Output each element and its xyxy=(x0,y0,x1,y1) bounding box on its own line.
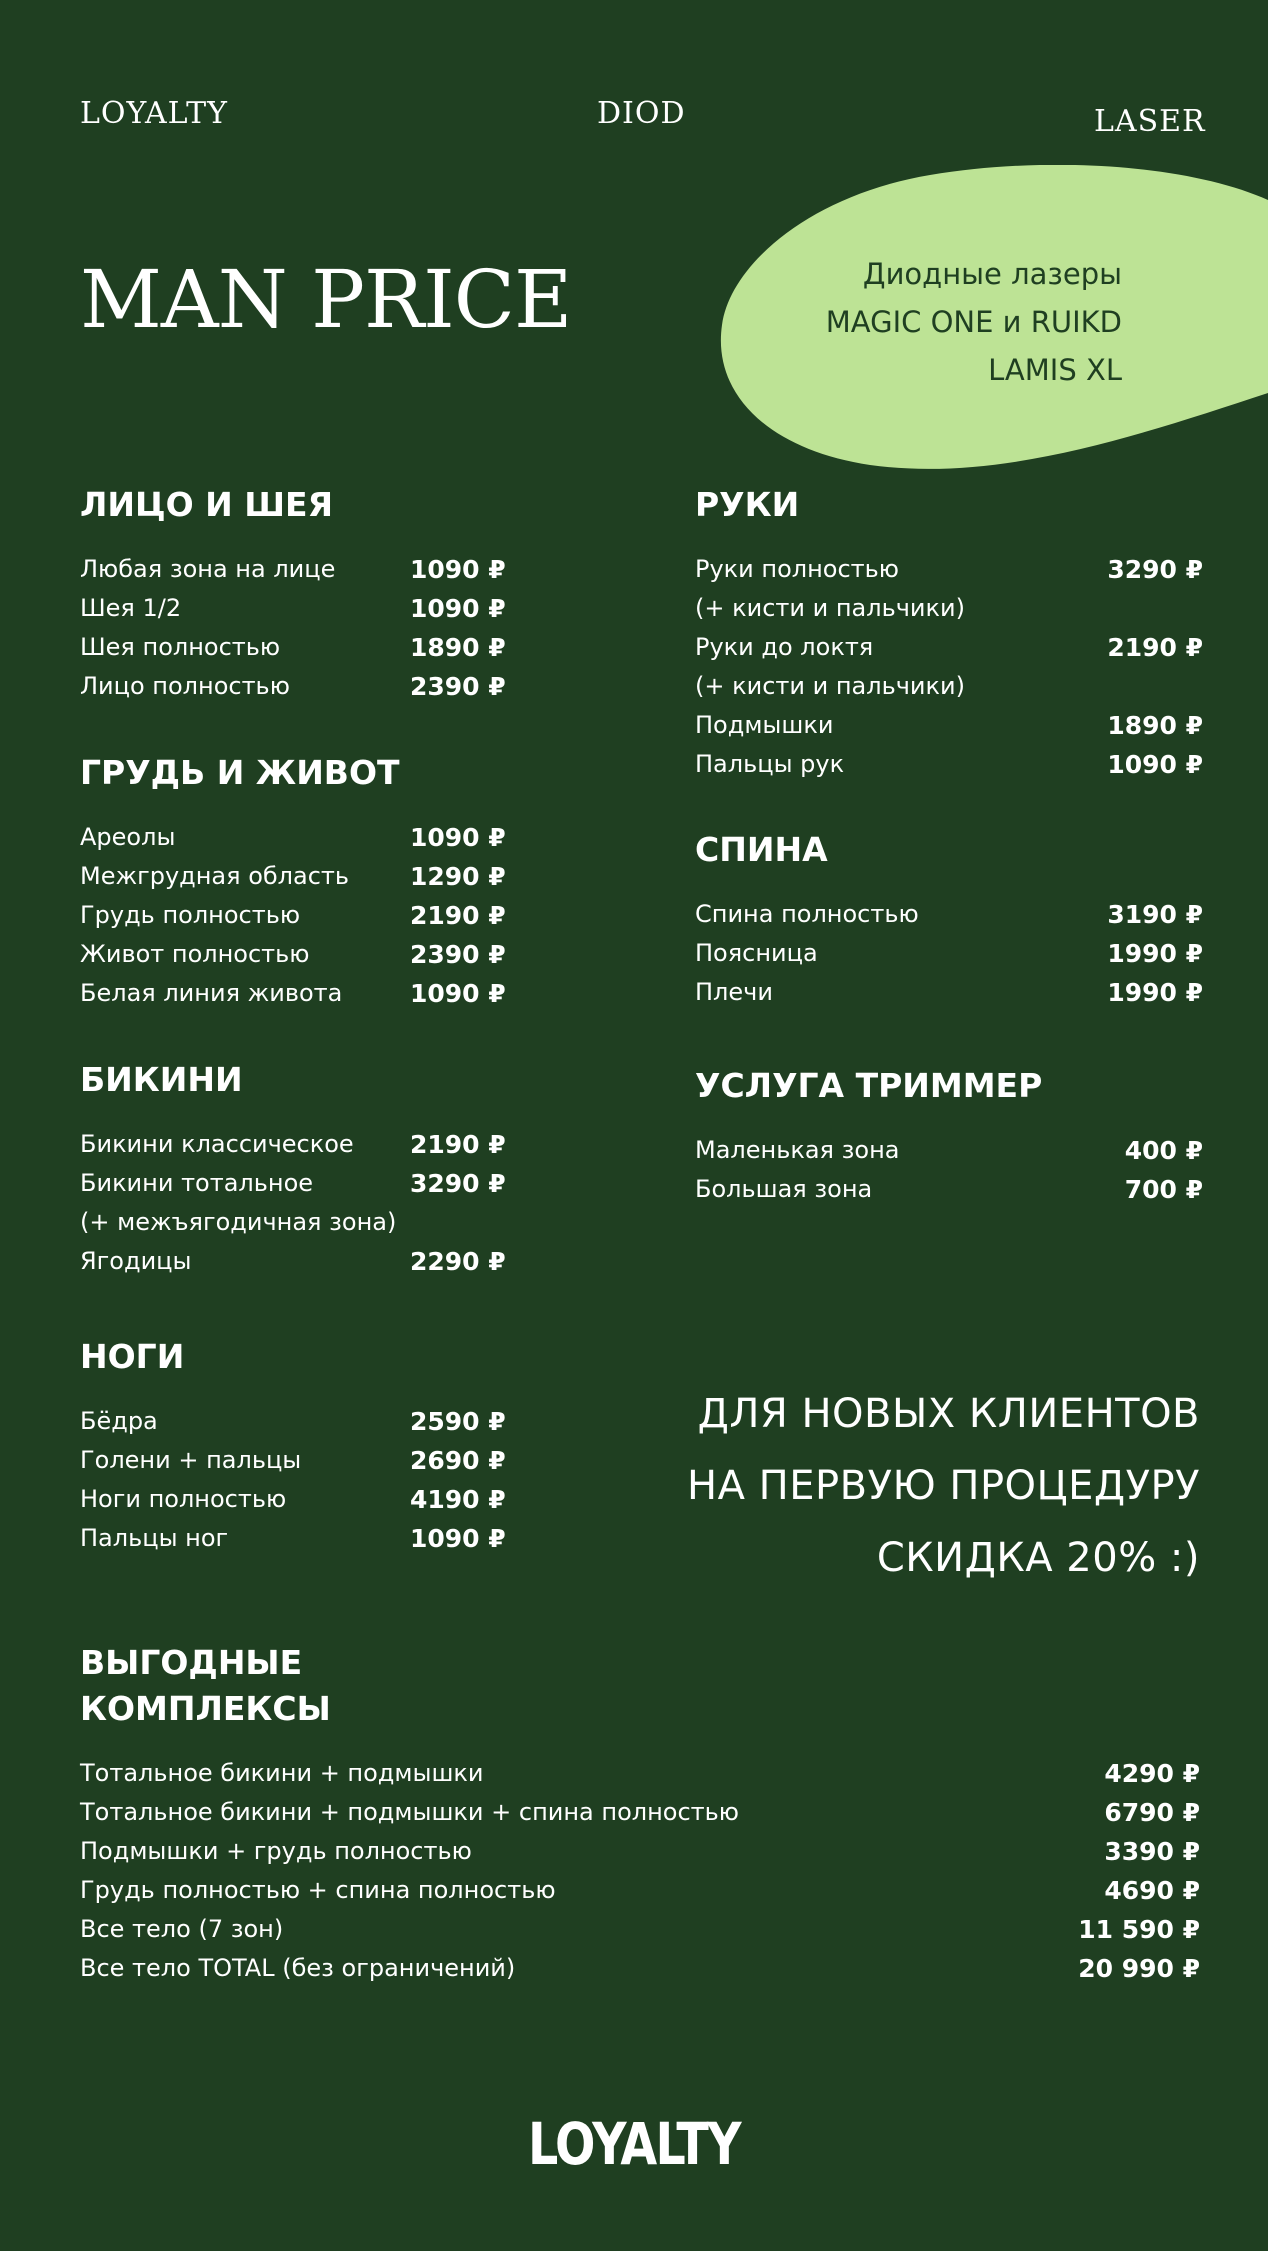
price-row xyxy=(80,1441,510,1480)
price-row xyxy=(695,973,1203,1012)
price-row xyxy=(80,857,510,896)
nav-loyalty: LOYALTY xyxy=(80,96,228,131)
promo-line: ДЛЯ НОВЫХ КЛИЕНТОВ xyxy=(697,1391,1200,1437)
service-price: 2190 ₽ xyxy=(410,1130,506,1159)
service-name: Грудь полностью + спина полностью xyxy=(80,1876,556,1904)
service-price: 1090 ₽ xyxy=(1107,750,1203,779)
service-name: Любая зона на лице xyxy=(80,555,336,583)
price-row xyxy=(695,706,1203,745)
section-title: ЛИЦО И ШЕЯ xyxy=(80,485,334,524)
service-price: 4290 ₽ xyxy=(1104,1759,1200,1788)
service-note: (+ кисти и пальчики) xyxy=(695,672,965,700)
service-name: Тотальное бикини + подмышки xyxy=(80,1759,484,1787)
service-price: 2290 ₽ xyxy=(410,1247,506,1276)
service-name: Подмышки + грудь полностью xyxy=(80,1837,472,1865)
brand-logo: LOYALTY xyxy=(528,2110,740,2178)
price-row xyxy=(695,667,1203,706)
section-back xyxy=(695,830,1203,1012)
nav-laser: LASER xyxy=(1094,104,1206,139)
service-price: 1290 ₽ xyxy=(410,862,506,891)
price-row xyxy=(80,1203,510,1242)
service-name: Пальцы рук xyxy=(695,750,845,778)
section-title xyxy=(80,1640,1200,1732)
service-name: Бикини тотальное xyxy=(80,1169,314,1197)
price-row xyxy=(80,1519,510,1558)
service-name: Ноги полностью xyxy=(80,1485,287,1513)
section-trimmer xyxy=(695,1066,1203,1209)
service-price: 1090 ₽ xyxy=(410,594,506,623)
service-price: 2390 ₽ xyxy=(410,940,506,969)
price-row xyxy=(80,1832,1200,1871)
service-price: 3290 ₽ xyxy=(1107,555,1203,584)
service-name: Спина полностью xyxy=(695,900,919,928)
price-row xyxy=(695,745,1203,784)
section-face xyxy=(80,485,510,706)
section-legs xyxy=(80,1337,510,1558)
price-row xyxy=(695,895,1203,934)
price-row xyxy=(695,1170,1203,1209)
price-row xyxy=(80,818,510,857)
price-row xyxy=(80,1125,510,1164)
section-title-line: КОМПЛЕКСЫ xyxy=(80,1689,331,1728)
price-row xyxy=(80,1949,1200,1988)
service-name: Живот полностью xyxy=(80,940,310,968)
service-name: Маленькая зона xyxy=(695,1136,900,1164)
service-name: Бёдра xyxy=(80,1407,158,1435)
section-title: СПИНА xyxy=(695,830,828,869)
service-name: Все тело (7 зон) xyxy=(80,1915,284,1943)
service-name: Голени + пальцы xyxy=(80,1446,302,1474)
service-price: 1090 ₽ xyxy=(410,555,506,584)
section-title: НОГИ xyxy=(80,1337,185,1376)
section-bikini xyxy=(80,1060,510,1281)
section-complexes xyxy=(80,1640,1200,1988)
badge-line: Диодные лазеры xyxy=(862,257,1122,291)
section-title-line: ВЫГОДНЫЕ xyxy=(80,1643,303,1682)
price-row xyxy=(80,1402,510,1441)
service-price: 1090 ₽ xyxy=(410,979,506,1008)
promo-line: НА ПЕРВУЮ ПРОЦЕДУРУ xyxy=(687,1463,1200,1509)
service-name: Подмышки xyxy=(695,711,834,739)
service-price: 3290 ₽ xyxy=(410,1169,506,1198)
laser-models-text xyxy=(760,250,1122,394)
section-chest xyxy=(80,753,510,1013)
service-price: 4690 ₽ xyxy=(1104,1876,1200,1905)
promo-line: СКИДКА 20% :) xyxy=(876,1535,1200,1581)
price-row xyxy=(695,1131,1203,1170)
service-name: Шея полностью xyxy=(80,633,281,661)
service-price: 1890 ₽ xyxy=(1107,711,1203,740)
price-row xyxy=(80,550,510,589)
price-row xyxy=(695,628,1203,667)
service-price: 1990 ₽ xyxy=(1107,978,1203,1007)
service-price: 6790 ₽ xyxy=(1104,1798,1200,1827)
price-row xyxy=(80,628,510,667)
price-row xyxy=(80,896,510,935)
service-price: 2690 ₽ xyxy=(410,1446,506,1475)
price-row xyxy=(695,550,1203,589)
service-name: Тотальное бикини + подмышки + спина полностью xyxy=(80,1798,740,1826)
service-price: 11 590 ₽ xyxy=(1078,1915,1200,1944)
service-price: 2390 ₽ xyxy=(410,672,506,701)
section-arms xyxy=(695,485,1203,784)
service-name: Межгрудная область xyxy=(80,862,350,890)
service-name: Поясница xyxy=(695,939,818,967)
nav-diod: DIOD xyxy=(597,96,686,131)
service-price: 2190 ₽ xyxy=(1107,633,1203,662)
service-price: 400 ₽ xyxy=(1124,1136,1203,1165)
new-client-promo xyxy=(550,1378,1200,1594)
service-name: Грудь полностью xyxy=(80,901,301,929)
service-name: Плечи xyxy=(695,978,773,1006)
service-note: (+ кисти и пальчики) xyxy=(695,594,965,622)
service-name: Пальцы ног xyxy=(80,1524,229,1552)
price-row xyxy=(80,1242,510,1281)
service-price: 2190 ₽ xyxy=(410,901,506,930)
price-row xyxy=(80,1910,1200,1949)
service-price: 2590 ₽ xyxy=(410,1407,506,1436)
service-name: Руки полностью xyxy=(695,555,900,583)
service-name: Ягодицы xyxy=(80,1247,192,1275)
badge-line: LAMIS XL xyxy=(988,353,1122,387)
price-row xyxy=(80,935,510,974)
page-title: MAN PRICE xyxy=(80,253,572,346)
service-price: 700 ₽ xyxy=(1124,1175,1203,1204)
price-row xyxy=(80,1754,1200,1793)
price-row xyxy=(80,667,510,706)
service-price: 1090 ₽ xyxy=(410,823,506,852)
service-name: Лицо полностью xyxy=(80,672,290,700)
badge-line: MAGIC ONE и RUIKD xyxy=(825,305,1122,339)
section-title: УСЛУГА ТРИММЕР xyxy=(695,1066,1043,1105)
service-price: 1990 ₽ xyxy=(1107,939,1203,968)
price-row xyxy=(80,1480,510,1519)
service-name: Ареолы xyxy=(80,823,176,851)
price-row xyxy=(80,1793,1200,1832)
price-row xyxy=(695,589,1203,628)
section-title: ГРУДЬ И ЖИВОТ xyxy=(80,753,400,792)
service-name: Большая зона xyxy=(695,1175,873,1203)
service-name: Все тело TOTAL (без ограничений) xyxy=(80,1954,516,1982)
service-price: 3190 ₽ xyxy=(1107,900,1203,929)
service-price: 1890 ₽ xyxy=(410,633,506,662)
price-row xyxy=(80,589,510,628)
service-price: 4190 ₽ xyxy=(410,1485,506,1514)
service-note: (+ межъягодичная зона) xyxy=(80,1208,397,1236)
service-price: 3390 ₽ xyxy=(1104,1837,1200,1866)
service-price: 20 990 ₽ xyxy=(1078,1954,1200,1983)
section-title: РУКИ xyxy=(695,485,800,524)
price-row xyxy=(80,1871,1200,1910)
price-row xyxy=(695,934,1203,973)
service-price: 1090 ₽ xyxy=(410,1524,506,1553)
service-name: Шея 1/2 xyxy=(80,594,182,622)
service-name: Руки до локтя xyxy=(695,633,874,661)
price-row xyxy=(80,1164,510,1203)
price-row xyxy=(80,974,510,1013)
service-name: Бикини классическое xyxy=(80,1130,354,1158)
section-title: БИКИНИ xyxy=(80,1060,243,1099)
service-name: Белая линия живота xyxy=(80,979,343,1007)
